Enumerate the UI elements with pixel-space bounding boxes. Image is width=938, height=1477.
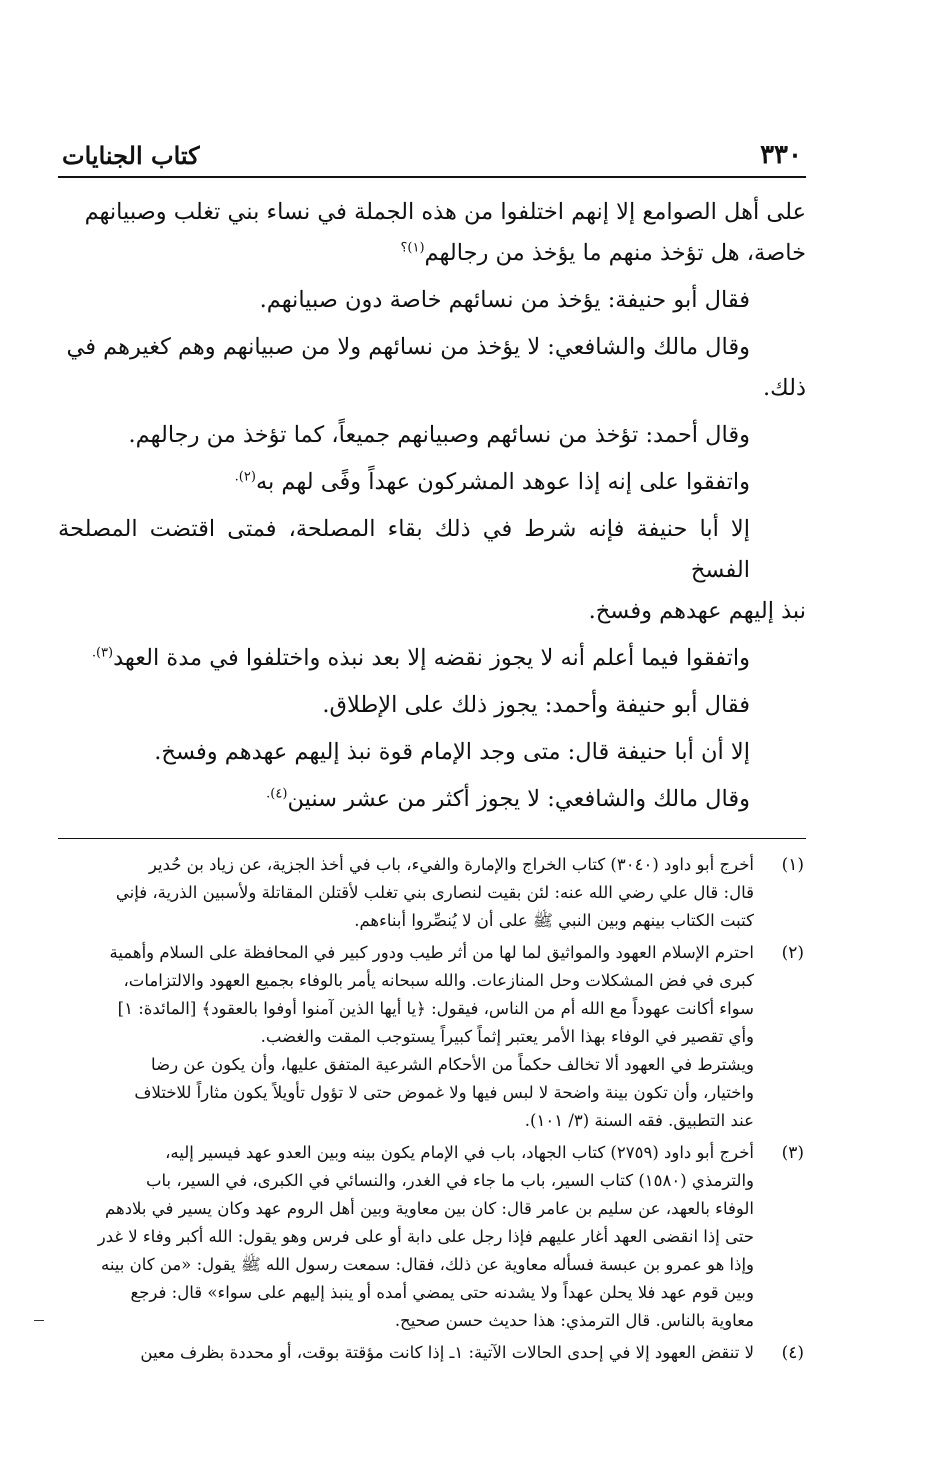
footnote-line: أخرج أبو داود (٢٧٥٩) كتاب الجهاد، باب في الإمام يكون بينه وبين العدو عهد فيسير إليه، bbox=[165, 1143, 754, 1162]
footnote-ref-1[interactable]: (١)؟ bbox=[400, 240, 425, 256]
paragraph-agreement-2-text: واتفقوا فيما أعلم أنه لا يجوز نقضه إلا بعد نبذه واختلفوا في مدة العهد bbox=[113, 645, 750, 671]
paragraph-exception-1-end: نبذ إليهم عهدهم وفسخ. bbox=[588, 598, 806, 624]
paragraph-malik-shafii-1-end: ذلك. bbox=[763, 375, 806, 401]
page bbox=[58, 138, 806, 1371]
continuation-mark bbox=[34, 1320, 44, 1321]
footnote-ref-2[interactable]: (٢). bbox=[234, 469, 256, 485]
footnote-line: كبرى في فض المشكلات وحل المنازعات. والله سبحانه يأمر بالوفاء بجميع العهود والالتزامات، bbox=[123, 971, 754, 990]
footnote-text bbox=[58, 1339, 754, 1367]
footnote-4 bbox=[58, 1339, 806, 1367]
footnote-3 bbox=[58, 1139, 806, 1335]
footnote-line: سواء أكانت عهوداً مع الله أم من الناس، فيقول: ﴿يا أيها الذين آمنوا أوفوا بالعقود﴾ [المائدة: ١] bbox=[117, 999, 754, 1018]
footnote-line: احترم الإسلام العهود والمواثيق لما لها من أثر طيب ودور كبير في المحافظة على السلام وأهمية bbox=[109, 943, 754, 962]
footnote-line: حتى إذا انقضى العهد أغار عليهم فإذا رجل على دابة أو على فرس وهو يقول: الله أكبر وفاء لا غدر bbox=[97, 1227, 754, 1246]
paragraph-ahmad: وقال أحمد: تؤخذ من نسائهم وصبيانهم جميعاً، كما تؤخذ من رجالهم. bbox=[128, 422, 750, 448]
paragraph-malik-shafii-1: وقال مالك والشافعي: لا يؤخذ من نسائهم ولا من صبيانهم وهم كغيرهم في bbox=[66, 334, 750, 360]
footnote-line: الوفاء بالعهد، عن سليم بن عامر قال: كان بين معاوية وبين أهل الروم عهد وكان يسير في بلادهم bbox=[105, 1199, 754, 1218]
footnote-text bbox=[58, 1139, 754, 1335]
main-text bbox=[58, 192, 806, 820]
paragraph-abu-hanifa-1: فقال أبو حنيفة: يؤخذ من نسائهم خاصة دون صبيانهم. bbox=[259, 287, 750, 313]
paragraph-malik-shafii-2 bbox=[58, 779, 806, 820]
footnote-separator bbox=[58, 838, 806, 839]
footnote-line: وبين قوم عهد فلا يحلن عهداً ولا يشدنه حتى يمضي أمده أو ينبذ إليهم على سواء» قال: فرجع bbox=[130, 1283, 754, 1302]
paragraph-1-line-2-text: خاصة، هل تؤخذ منهم ما يؤخذ من رجالهم bbox=[424, 240, 806, 266]
running-header bbox=[58, 138, 806, 178]
footnote-line: كتبت الكتاب بينهم وبين النبي ﷺ على أن لا يُنصِّروا أبناءهم. bbox=[354, 911, 754, 930]
footnote-number: (٤) bbox=[781, 1343, 804, 1363]
footnote-line: والترمذي (١٥٨٠) كتاب السير، باب ما جاء في الغدر، والنسائي في الكبرى، في السير، باب bbox=[145, 1171, 754, 1190]
book-title: كتاب الجنايات bbox=[62, 141, 200, 170]
footnote-1 bbox=[58, 851, 806, 935]
paragraph-agreement-2 bbox=[58, 638, 806, 679]
footnote-text bbox=[58, 851, 754, 935]
page-number: ٣٣٠ bbox=[760, 140, 802, 170]
paragraph-1-line-1: على أهل الصوامع إلا إنهم اختلفوا من هذه الجملة في نساء بني تغلب وصبيانهم bbox=[84, 199, 806, 225]
footnote-number: (٣) bbox=[781, 1143, 804, 1163]
footnote-line: وإذا هو عمرو بن عبسة فسأله معاوية عن ذلك، فقال: سمعت رسول الله ﷺ يقول: «من كان بينه bbox=[100, 1255, 754, 1274]
paragraph-1-line-2 bbox=[58, 233, 806, 274]
footnote-line: عند التطبيق. فقه السنة (٣/ ١٠١). bbox=[524, 1111, 754, 1130]
footnote-2 bbox=[58, 939, 806, 1135]
paragraph-agreement-1 bbox=[58, 462, 806, 503]
footnote-number: (٢) bbox=[781, 943, 804, 963]
footnote-line: قال: قال علي رضي الله عنه: لئن بقيت لنصارى بني تغلب لأقتلن المقاتلة ولأسبين الذرية، فإني bbox=[115, 883, 754, 902]
paragraph-malik-shafii-2-text: وقال مالك والشافعي: لا يجوز أكثر من عشر سنين bbox=[287, 786, 750, 812]
footnote-number: (١) bbox=[781, 855, 804, 875]
footnote-line: ويشترط في العهود ألا تخالف حكماً من الأحكام الشرعية المتفق عليها، وأن يكون عن رضا bbox=[151, 1055, 754, 1074]
footnote-line: معاوية بالناس. قال الترمذي: هذا حديث حسن صحيح. bbox=[394, 1311, 754, 1330]
footnote-ref-3[interactable]: (٣). bbox=[91, 645, 114, 661]
footnote-ref-4[interactable]: (٤). bbox=[266, 786, 288, 802]
footnote-line: وأي تقصير في الوفاء بهذا الأمر يعتبر إثماً كبيراً يستوجب المقت والغضب. bbox=[260, 1027, 754, 1046]
paragraph-exception-1: إلا أبا حنيفة فإنه شرط في ذلك بقاء المصلحة، فمتى اقتضت المصلحة الفسخ bbox=[58, 516, 750, 583]
footnotes bbox=[58, 851, 806, 1367]
footnote-line: واختيار، وأن تكون بينة واضحة لا لبس فيها ولا غموض حتى لا تؤول تأويلاً يكون مثاراً للاختلاف bbox=[134, 1083, 754, 1102]
footnote-text bbox=[58, 939, 754, 1135]
paragraph-exception-2: إلا أن أبا حنيفة قال: متى وجد الإمام قوة نبذ إليهم عهدهم وفسخ. bbox=[154, 739, 750, 765]
paragraph-agreement-1-text: واتفقوا على إنه إذا عوهد المشركون عهداً وفًى لهم به bbox=[255, 469, 750, 495]
footnote-line: لا تنقض العهود إلا في إحدى الحالات الآتية: ١ـ إذا كانت مؤقتة بوقت، أو محددة بظرف معين bbox=[140, 1343, 754, 1362]
footnote-line: أخرج أبو داود (٣٠٤٠) كتاب الخراج والإمارة والفيء، باب في أخذ الجزية، عن زياد بن حُدير bbox=[148, 855, 754, 874]
paragraph-abu-hanifa-ahmad: فقال أبو حنيفة وأحمد: يجوز ذلك على الإطلاق. bbox=[322, 692, 750, 718]
